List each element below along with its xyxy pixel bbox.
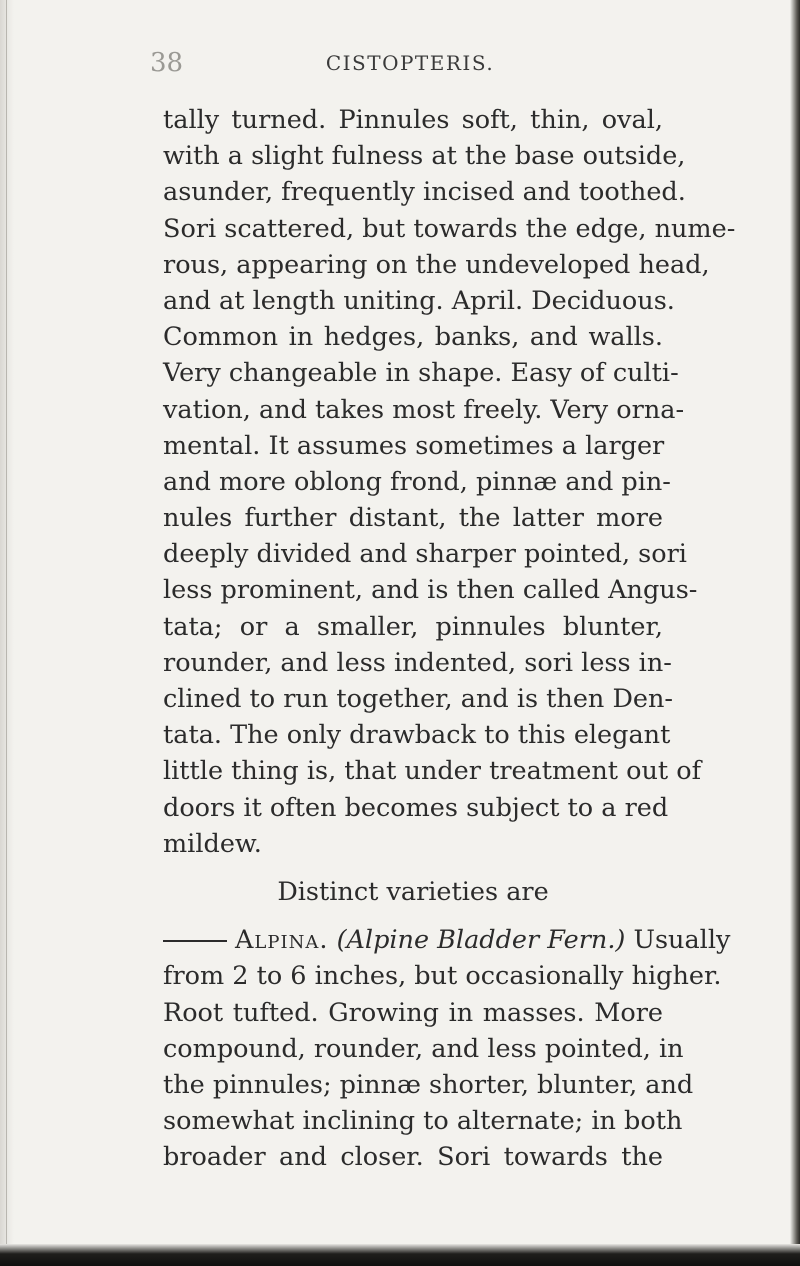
body-line: with a slight fulness at the base outside, [163,141,686,172]
running-title: CISTOPTERIS. [325,51,495,75]
paragraph-gap [163,910,663,922]
variety-line: the pinnules; pinnæ shorter, blunter, and [163,1069,694,1100]
variety-dash-rule [163,940,227,942]
body-line: Sori scattered, but towards the edge, nume- [163,213,736,244]
page-right-edge [790,0,800,1266]
paragraph-gap [163,862,663,874]
body-line: little thing is, that under treatment out of [163,756,702,787]
body-line: Very changeable in shape. Easy of culti- [163,358,679,389]
variety-name: Alpina. [235,925,329,956]
body-line: tata. The only drawback to this elegant [163,720,671,751]
variety-line: Root tufted. Growing in masses. More [163,997,663,1028]
variety-line: from 2 to 6 inches, but occasionally higher. [163,961,722,992]
page-bottom-edge [0,1244,800,1266]
variety-heading-line [163,922,731,958]
body-line: nules further distant, the latter more [163,503,663,534]
variety-common-name: (Alpine Bladder Fern.) [336,925,626,956]
page-left-edge [0,0,14,1266]
body-line: and more oblong frond, pinnæ and pin- [163,466,671,497]
body-line-paragraph-end: mildew. [163,828,262,859]
page-header [150,48,670,78]
body-line: deeply divided and sharper pointed, sori [163,539,687,570]
body-line: rous, appearing on the undeveloped head, [163,249,710,280]
variety-first-line-rest: Usually [633,925,731,956]
body-line: doors it often becomes subject to a red [163,792,669,823]
variety-line: broader and closer. Sori towards the [163,1142,663,1173]
body-line: vation, and takes most freely. Very orna- [163,394,685,425]
variety-line: compound, rounder, and less pointed, in [163,1033,684,1064]
body-line: Common in hedges, banks, and walls. [163,322,663,353]
body-line: clined to run together, and is then Den- [163,684,674,714]
body-line: and at length uniting. April. Deciduous. [163,285,675,316]
variety-line: somewhat inclining to alternate; in both [163,1106,683,1137]
body-line: tata; or a smaller, pinnules blunter, [163,611,663,642]
body-line: mental. It assumes sometimes a larger [163,430,665,461]
body-line: tally turned. Pinnules soft, thin, oval, [163,105,663,135]
page-number: 38 [150,48,184,78]
page-body [163,102,736,1175]
page-binding-line [6,0,7,1266]
body-line: less prominent, and is then called Angus- [163,575,698,606]
varieties-intro: Distinct varieties are [277,876,549,907]
body-line: asunder, frequently incised and toothed. [163,177,686,208]
body-line: rounder, and less indented, sori less in- [163,647,672,678]
